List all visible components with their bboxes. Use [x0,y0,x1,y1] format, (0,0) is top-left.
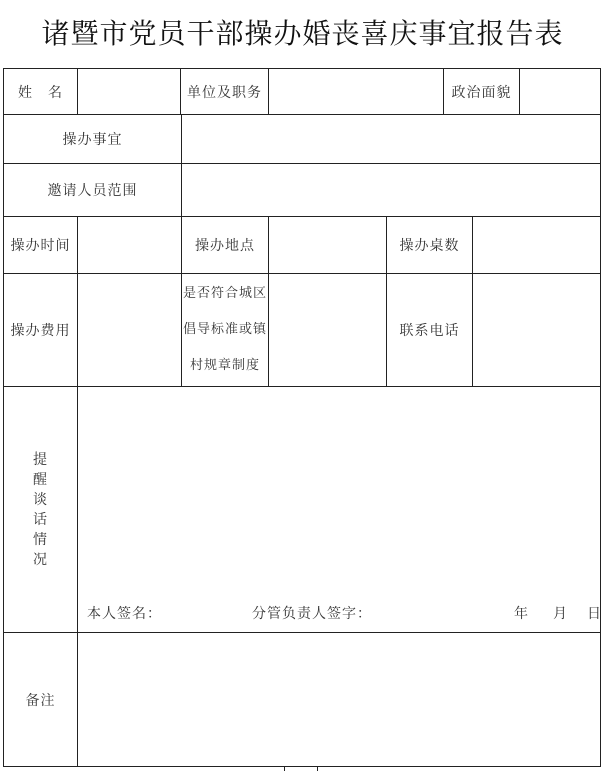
table-count-field[interactable] [473,217,600,273]
event-time-label: 操办时间 [10,238,71,254]
political-status-field[interactable] [520,69,600,114]
event-field[interactable] [182,115,600,163]
reminder-label-char: 谈 [33,491,48,508]
supervisor-signature-label: 分管负责人签字： [252,606,372,622]
compliance-label-line: 村规章制度 [189,358,260,373]
compliance-field[interactable] [269,274,386,386]
compliance-label-line: 是否符合城区 [182,286,267,301]
page-tab-marker [284,766,318,771]
table-border-right [600,68,601,767]
event-time-field[interactable] [78,217,181,273]
form-title: 诸暨市党员干部操办婚丧喜庆事宜报告表 [41,17,564,50]
date-year-label: 年 [514,606,529,622]
compliance-label [182,274,268,386]
reminder-label [4,387,77,632]
event-cost-label: 操办费用 [10,323,71,339]
date-month-label: 月 [553,606,568,622]
reminder-field[interactable] [78,387,600,592]
event-location-label: 操办地点 [195,238,255,254]
unit-position-label: 单位及职务 [187,84,262,101]
name-label: 姓 名 [18,84,63,101]
reminder-label-char: 提 [33,451,48,468]
invitees-label: 邀请人员范围 [47,183,138,199]
reminder-label-char: 情 [33,531,48,548]
reminder-label-char: 话 [33,511,48,528]
date-day-label: 日 [587,606,602,622]
name-field[interactable] [78,69,180,114]
remarks-label: 备注 [25,692,56,709]
event-location-field[interactable] [269,217,386,273]
event-cost-field[interactable] [78,274,181,386]
invitees-field[interactable] [182,164,600,216]
reminder-label-char: 醒 [33,471,48,488]
remarks-field[interactable] [78,633,600,766]
self-signature-label: 本人签名： [87,606,162,622]
table-count-label: 操办桌数 [399,238,460,254]
contact-phone-label: 联系电话 [399,323,460,339]
event-label: 操办事宜 [62,132,123,148]
compliance-label-line: 倡导标准或镇 [182,322,267,337]
unit-position-field[interactable] [269,69,443,114]
political-status-label: 政治面貌 [451,84,512,101]
contact-phone-field[interactable] [473,274,600,386]
reminder-label-char: 况 [33,551,48,568]
